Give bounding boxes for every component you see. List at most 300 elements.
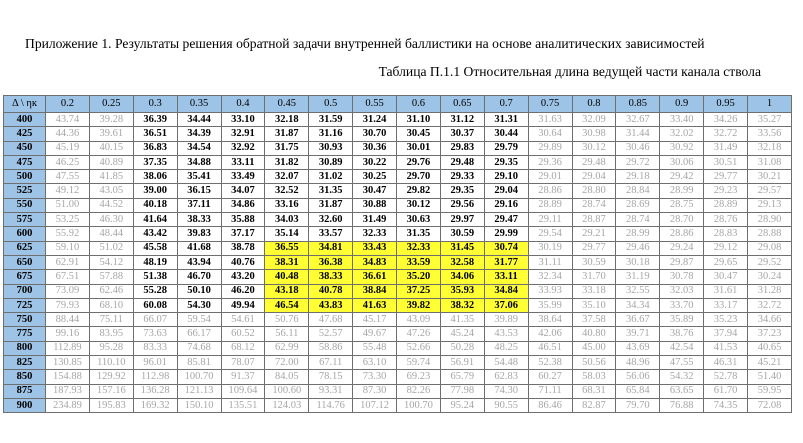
row-header: 750 <box>4 313 46 327</box>
table-cell: 34.83 <box>353 255 397 269</box>
table-cell: 45.24 <box>440 327 484 341</box>
table-cell: 28.74 <box>572 198 616 212</box>
table-cell: 29.35 <box>484 155 528 169</box>
table-cell: 33.17 <box>704 298 748 312</box>
table-cell: 169.32 <box>133 398 177 412</box>
table-cell: 28.99 <box>616 227 660 241</box>
table-row <box>4 384 792 398</box>
table-cell: 34.86 <box>221 198 265 212</box>
table-cell: 29.01 <box>528 170 572 184</box>
table-cell: 30.47 <box>704 270 748 284</box>
table-cell: 63.65 <box>660 384 704 398</box>
row-header: 600 <box>4 227 46 241</box>
table-row <box>4 227 792 241</box>
table-cell: 35.88 <box>221 213 265 227</box>
table-cell: 30.89 <box>309 155 353 169</box>
table-cell: 75.11 <box>89 313 133 327</box>
table-cell: 112.98 <box>133 370 177 384</box>
table-cell: 51.38 <box>133 270 177 284</box>
table-cell: 38.84 <box>353 284 397 298</box>
table-cell: 56.91 <box>440 356 484 370</box>
table-cell: 34.81 <box>309 241 353 255</box>
table-cell: 29.46 <box>616 241 660 255</box>
table-cell: 28.86 <box>660 227 704 241</box>
table-cell: 50.28 <box>440 341 484 355</box>
table-cell: 29.77 <box>704 170 748 184</box>
table-cell: 34.34 <box>616 298 660 312</box>
table-cell: 50.76 <box>265 313 309 327</box>
table-cell: 29.42 <box>660 170 704 184</box>
table-cell: 30.59 <box>572 255 616 269</box>
table-cell: 35.93 <box>440 284 484 298</box>
table-cell: 68.31 <box>572 384 616 398</box>
table-cell: 30.45 <box>397 127 441 141</box>
table-cell: 28.90 <box>748 213 792 227</box>
table-cell: 49.67 <box>353 327 397 341</box>
table-cell: 31.24 <box>353 113 397 127</box>
table-cell: 29.79 <box>484 141 528 155</box>
table-cell: 99.16 <box>46 327 90 341</box>
table-cell: 35.41 <box>177 170 221 184</box>
table-cell: 31.12 <box>440 113 484 127</box>
row-header: 850 <box>4 370 46 384</box>
table-cell: 36.39 <box>133 113 177 127</box>
column-header: 0.35 <box>177 96 221 113</box>
table-cell: 46.25 <box>46 155 90 169</box>
table-cell: 45.19 <box>46 141 90 155</box>
table-cell: 30.19 <box>528 241 572 255</box>
table-cell: 29.76 <box>397 155 441 169</box>
table-row <box>4 213 792 227</box>
table-cell: 30.37 <box>440 127 484 141</box>
table-cell: 31.63 <box>528 113 572 127</box>
table-cell: 30.06 <box>660 155 704 169</box>
table-cell: 84.05 <box>265 370 309 384</box>
table-cell: 30.74 <box>484 241 528 255</box>
table-cell: 29.04 <box>572 170 616 184</box>
table-cell: 31.10 <box>397 113 441 127</box>
table-cell: 71.11 <box>528 384 572 398</box>
row-header: 900 <box>4 398 46 412</box>
table-cell: 49.12 <box>46 184 90 198</box>
table-cell: 29.11 <box>528 213 572 227</box>
table-cell: 41.63 <box>353 298 397 312</box>
table-cell: 30.63 <box>397 213 441 227</box>
table-row <box>4 184 792 198</box>
table-cell: 44.36 <box>46 127 90 141</box>
table-cell: 55.28 <box>133 284 177 298</box>
table-cell: 74.35 <box>704 398 748 412</box>
table-cell: 30.51 <box>704 155 748 169</box>
table-cell: 31.45 <box>440 241 484 255</box>
table-cell: 40.18 <box>133 198 177 212</box>
table-cell: 48.96 <box>616 356 660 370</box>
table-cell: 29.24 <box>660 241 704 255</box>
table-cell: 34.88 <box>177 155 221 169</box>
row-header: 625 <box>4 241 46 255</box>
table-cell: 130.85 <box>46 356 90 370</box>
table-cell: 52.38 <box>528 356 572 370</box>
table-cell: 124.03 <box>265 398 309 412</box>
table-cell: 32.55 <box>616 284 660 298</box>
table-cell: 136.28 <box>133 384 177 398</box>
table-row <box>4 113 792 127</box>
table-cell: 86.46 <box>528 398 572 412</box>
table-cell: 96.01 <box>133 356 177 370</box>
table-cell: 90.55 <box>484 398 528 412</box>
table-cell: 31.16 <box>309 127 353 141</box>
table-cell: 42.06 <box>528 327 572 341</box>
table-cell: 29.18 <box>616 170 660 184</box>
table-cell: 32.58 <box>440 255 484 269</box>
table-cell: 29.87 <box>660 255 704 269</box>
column-header: 0.75 <box>528 96 572 113</box>
table-cell: 36.38 <box>309 255 353 269</box>
table-cell: 30.47 <box>353 184 397 198</box>
table-cell: 30.64 <box>528 127 572 141</box>
table-cell: 66.17 <box>177 327 221 341</box>
table-cell: 53.25 <box>46 213 90 227</box>
table-cell: 37.11 <box>177 198 221 212</box>
table-cell: 72.08 <box>748 398 792 412</box>
table-cell: 52.66 <box>397 341 441 355</box>
table-cell: 41.85 <box>89 170 133 184</box>
table-cell: 50.56 <box>572 356 616 370</box>
table-cell: 30.25 <box>353 170 397 184</box>
table-cell: 32.09 <box>572 113 616 127</box>
table-cell: 62.83 <box>484 370 528 384</box>
table-cell: 68.12 <box>221 341 265 355</box>
table-cell: 157.16 <box>89 384 133 398</box>
table-cell: 35.23 <box>704 313 748 327</box>
column-header: 0.2 <box>46 96 90 113</box>
table-cell: 150.10 <box>177 398 221 412</box>
table-row <box>4 327 792 341</box>
table-cell: 56.11 <box>265 327 309 341</box>
table-cell: 45.58 <box>133 241 177 255</box>
row-header: 800 <box>4 341 46 355</box>
table-cell: 51.40 <box>748 370 792 384</box>
table-cell: 38.76 <box>660 327 704 341</box>
table-cell: 38.33 <box>177 213 221 227</box>
table-cell: 34.84 <box>484 284 528 298</box>
table-cell: 68.10 <box>89 298 133 312</box>
table-cell: 43.94 <box>177 255 221 269</box>
table-cell: 36.67 <box>616 313 660 327</box>
table-cell: 43.69 <box>616 341 660 355</box>
table-cell: 34.07 <box>221 184 265 198</box>
table-cell: 33.49 <box>221 170 265 184</box>
table-row <box>4 241 792 255</box>
table-cell: 31.44 <box>616 127 660 141</box>
table-cell: 29.13 <box>748 198 792 212</box>
table-cell: 33.11 <box>484 270 528 284</box>
table-cell: 114.76 <box>309 398 353 412</box>
row-header: 425 <box>4 127 46 141</box>
column-header: 0.85 <box>616 96 660 113</box>
table-cell: 28.87 <box>572 213 616 227</box>
table-cell: 121.13 <box>177 384 221 398</box>
table-cell: 43.83 <box>309 298 353 312</box>
table-cell: 28.69 <box>616 198 660 212</box>
table-cell: 31.49 <box>704 141 748 155</box>
table-cell: 29.10 <box>484 170 528 184</box>
column-header: 0.3 <box>133 96 177 113</box>
table-cell: 55.48 <box>353 341 397 355</box>
table-row <box>4 127 792 141</box>
table-cell: 35.20 <box>397 270 441 284</box>
table-cell: 82.26 <box>397 384 441 398</box>
table-cell: 33.43 <box>353 241 397 255</box>
table-cell: 44.52 <box>89 198 133 212</box>
table-cell: 73.09 <box>46 284 90 298</box>
table-cell: 51.02 <box>89 241 133 255</box>
table-cell: 28.84 <box>616 184 660 198</box>
table-cell: 88.44 <box>46 313 90 327</box>
table-cell: 35.89 <box>660 313 704 327</box>
table-cell: 29.72 <box>616 155 660 169</box>
table-cell: 30.70 <box>353 127 397 141</box>
table-cell: 29.54 <box>528 227 572 241</box>
table-cell: 129.92 <box>89 370 133 384</box>
table-caption: Таблица П.1.1 Относительная длина ведущей части канала ствола <box>378 64 761 79</box>
table-cell: 35.99 <box>528 298 572 312</box>
table-cell: 29.89 <box>528 141 572 155</box>
table-cell: 43.18 <box>265 284 309 298</box>
column-header: 0.45 <box>265 96 309 113</box>
table-cell: 48.19 <box>133 255 177 269</box>
table-cell: 29.65 <box>704 255 748 269</box>
table-cell: 46.20 <box>221 284 265 298</box>
table-row <box>4 255 792 269</box>
table-cell: 31.28 <box>748 284 792 298</box>
table-cell: 41.64 <box>133 213 177 227</box>
table-cell: 31.35 <box>397 227 441 241</box>
table-cell: 33.10 <box>221 113 265 127</box>
column-header: 0.4 <box>221 96 265 113</box>
table-cell: 112.89 <box>46 341 90 355</box>
table-cell: 30.01 <box>397 141 441 155</box>
table-cell: 45.00 <box>572 341 616 355</box>
table-cell: 43.42 <box>133 227 177 241</box>
table-cell: 29.97 <box>440 213 484 227</box>
table-cell: 38.32 <box>440 298 484 312</box>
table-cell: 107.12 <box>353 398 397 412</box>
table-body <box>4 113 792 413</box>
table-cell: 35.27 <box>748 113 792 127</box>
table-header-row <box>4 96 792 113</box>
table-cell: 38.33 <box>309 270 353 284</box>
table-cell: 29.77 <box>572 241 616 255</box>
table-cell: 46.51 <box>528 341 572 355</box>
table-cell: 73.30 <box>353 370 397 384</box>
table-cell: 40.89 <box>89 155 133 169</box>
column-header: 0.65 <box>440 96 484 113</box>
table-cell: 36.15 <box>177 184 221 198</box>
table-cell: 29.48 <box>572 155 616 169</box>
table-cell: 28.89 <box>704 198 748 212</box>
table-cell: 30.59 <box>440 227 484 241</box>
table-cell: 36.55 <box>265 241 309 255</box>
table-cell: 65.79 <box>440 370 484 384</box>
table-cell: 36.83 <box>133 141 177 155</box>
table-cell: 63.10 <box>353 356 397 370</box>
table-row <box>4 298 792 312</box>
table-cell: 83.95 <box>89 327 133 341</box>
table-cell: 95.24 <box>440 398 484 412</box>
row-header: 400 <box>4 113 46 127</box>
table-row <box>4 356 792 370</box>
table-cell: 59.74 <box>397 356 441 370</box>
row-header: 525 <box>4 184 46 198</box>
table-cell: 31.70 <box>572 270 616 284</box>
table-cell: 29.82 <box>397 184 441 198</box>
table-cell: 28.76 <box>704 213 748 227</box>
table-cell: 30.88 <box>353 198 397 212</box>
table-cell: 41.68 <box>177 241 221 255</box>
table-cell: 29.47 <box>484 213 528 227</box>
table-cell: 28.75 <box>660 198 704 212</box>
row-header: 550 <box>4 198 46 212</box>
table-cell: 39.28 <box>89 113 133 127</box>
table-cell: 37.94 <box>704 327 748 341</box>
table-cell: 34.26 <box>704 113 748 127</box>
table-cell: 31.82 <box>265 155 309 169</box>
column-header: 0.95 <box>704 96 748 113</box>
table-cell: 54.61 <box>221 313 265 327</box>
table-cell: 56.06 <box>616 370 660 384</box>
table-cell: 49.94 <box>221 298 265 312</box>
column-header: 0.9 <box>660 96 704 113</box>
table-cell: 37.35 <box>133 155 177 169</box>
column-header: 0.25 <box>89 96 133 113</box>
table-cell: 154.88 <box>46 370 90 384</box>
table-cell: 31.75 <box>265 141 309 155</box>
table-cell: 45.17 <box>353 313 397 327</box>
table-cell: 39.71 <box>616 327 660 341</box>
table-cell: 62.91 <box>46 255 90 269</box>
table-row <box>4 341 792 355</box>
table-cell: 77.98 <box>440 384 484 398</box>
table-cell: 46.54 <box>265 298 309 312</box>
table-cell: 30.22 <box>353 155 397 169</box>
table-cell: 32.03 <box>660 284 704 298</box>
table-cell: 29.99 <box>484 227 528 241</box>
table-cell: 34.54 <box>177 141 221 155</box>
table-cell: 30.46 <box>616 141 660 155</box>
table-cell: 38.31 <box>265 255 309 269</box>
table-cell: 187.93 <box>46 384 90 398</box>
table-cell: 85.81 <box>177 356 221 370</box>
table-cell: 29.36 <box>528 155 572 169</box>
table-cell: 110.10 <box>89 356 133 370</box>
table-cell: 31.31 <box>484 113 528 127</box>
table-cell: 43.09 <box>397 313 441 327</box>
table-cell: 135.51 <box>221 398 265 412</box>
row-header: 700 <box>4 284 46 298</box>
table-row <box>4 398 792 412</box>
table-cell: 30.21 <box>748 170 792 184</box>
row-header: 475 <box>4 155 46 169</box>
table-cell: 95.28 <box>89 341 133 355</box>
table-cell: 33.40 <box>660 113 704 127</box>
table-cell: 29.57 <box>748 184 792 198</box>
table-row <box>4 155 792 169</box>
table-cell: 32.18 <box>265 113 309 127</box>
table-cell: 47.68 <box>309 313 353 327</box>
table-cell: 65.84 <box>616 384 660 398</box>
table-cell: 32.02 <box>660 127 704 141</box>
table-cell: 28.88 <box>748 227 792 241</box>
table-cell: 60.27 <box>528 370 572 384</box>
table-cell: 51.00 <box>46 198 90 212</box>
table-cell: 79.93 <box>46 298 90 312</box>
table-cell: 52.78 <box>704 370 748 384</box>
table-cell: 32.52 <box>265 184 309 198</box>
results-table <box>3 95 792 413</box>
table-cell: 78.07 <box>221 356 265 370</box>
table-cell: 61.70 <box>704 384 748 398</box>
row-header: 675 <box>4 270 46 284</box>
table-cell: 34.03 <box>265 213 309 227</box>
table-cell: 31.59 <box>309 113 353 127</box>
table-cell: 46.31 <box>704 356 748 370</box>
table-cell: 32.33 <box>397 241 441 255</box>
table-cell: 40.78 <box>309 284 353 298</box>
column-header: 0.55 <box>353 96 397 113</box>
table-cell: 28.83 <box>704 227 748 241</box>
table-cell: 60.08 <box>133 298 177 312</box>
table-cell: 54.48 <box>484 356 528 370</box>
table-cell: 46.70 <box>177 270 221 284</box>
table-row <box>4 370 792 384</box>
table-cell: 93.31 <box>309 384 353 398</box>
corner-header: Δ \ ηк <box>4 96 46 113</box>
row-header: 775 <box>4 327 46 341</box>
table-cell: 91.37 <box>221 370 265 384</box>
table-cell: 33.93 <box>528 284 572 298</box>
table-cell: 29.12 <box>704 241 748 255</box>
table-cell: 54.30 <box>177 298 221 312</box>
table-cell: 36.61 <box>353 270 397 284</box>
column-header: 1 <box>748 96 792 113</box>
table-row <box>4 198 792 212</box>
table-cell: 33.11 <box>221 155 265 169</box>
table-cell: 58.03 <box>572 370 616 384</box>
table-cell: 32.33 <box>353 227 397 241</box>
table-cell: 62.46 <box>89 284 133 298</box>
table-cell: 39.82 <box>397 298 441 312</box>
table-cell: 50.10 <box>177 284 221 298</box>
table-row <box>4 141 792 155</box>
table-cell: 29.48 <box>440 155 484 169</box>
table-cell: 42.54 <box>660 341 704 355</box>
table-cell: 29.16 <box>484 198 528 212</box>
table-cell: 32.18 <box>748 141 792 155</box>
table-cell: 109.64 <box>221 384 265 398</box>
table-cell: 66.07 <box>133 313 177 327</box>
table-cell: 57.88 <box>89 270 133 284</box>
table-cell: 40.80 <box>572 327 616 341</box>
table-cell: 37.06 <box>484 298 528 312</box>
table-cell: 29.70 <box>397 170 441 184</box>
table-cell: 45.21 <box>748 356 792 370</box>
table-cell: 33.59 <box>397 255 441 269</box>
table-cell: 32.92 <box>221 141 265 155</box>
table-cell: 43.74 <box>46 113 90 127</box>
table-cell: 74.68 <box>177 341 221 355</box>
table-cell: 39.89 <box>484 313 528 327</box>
